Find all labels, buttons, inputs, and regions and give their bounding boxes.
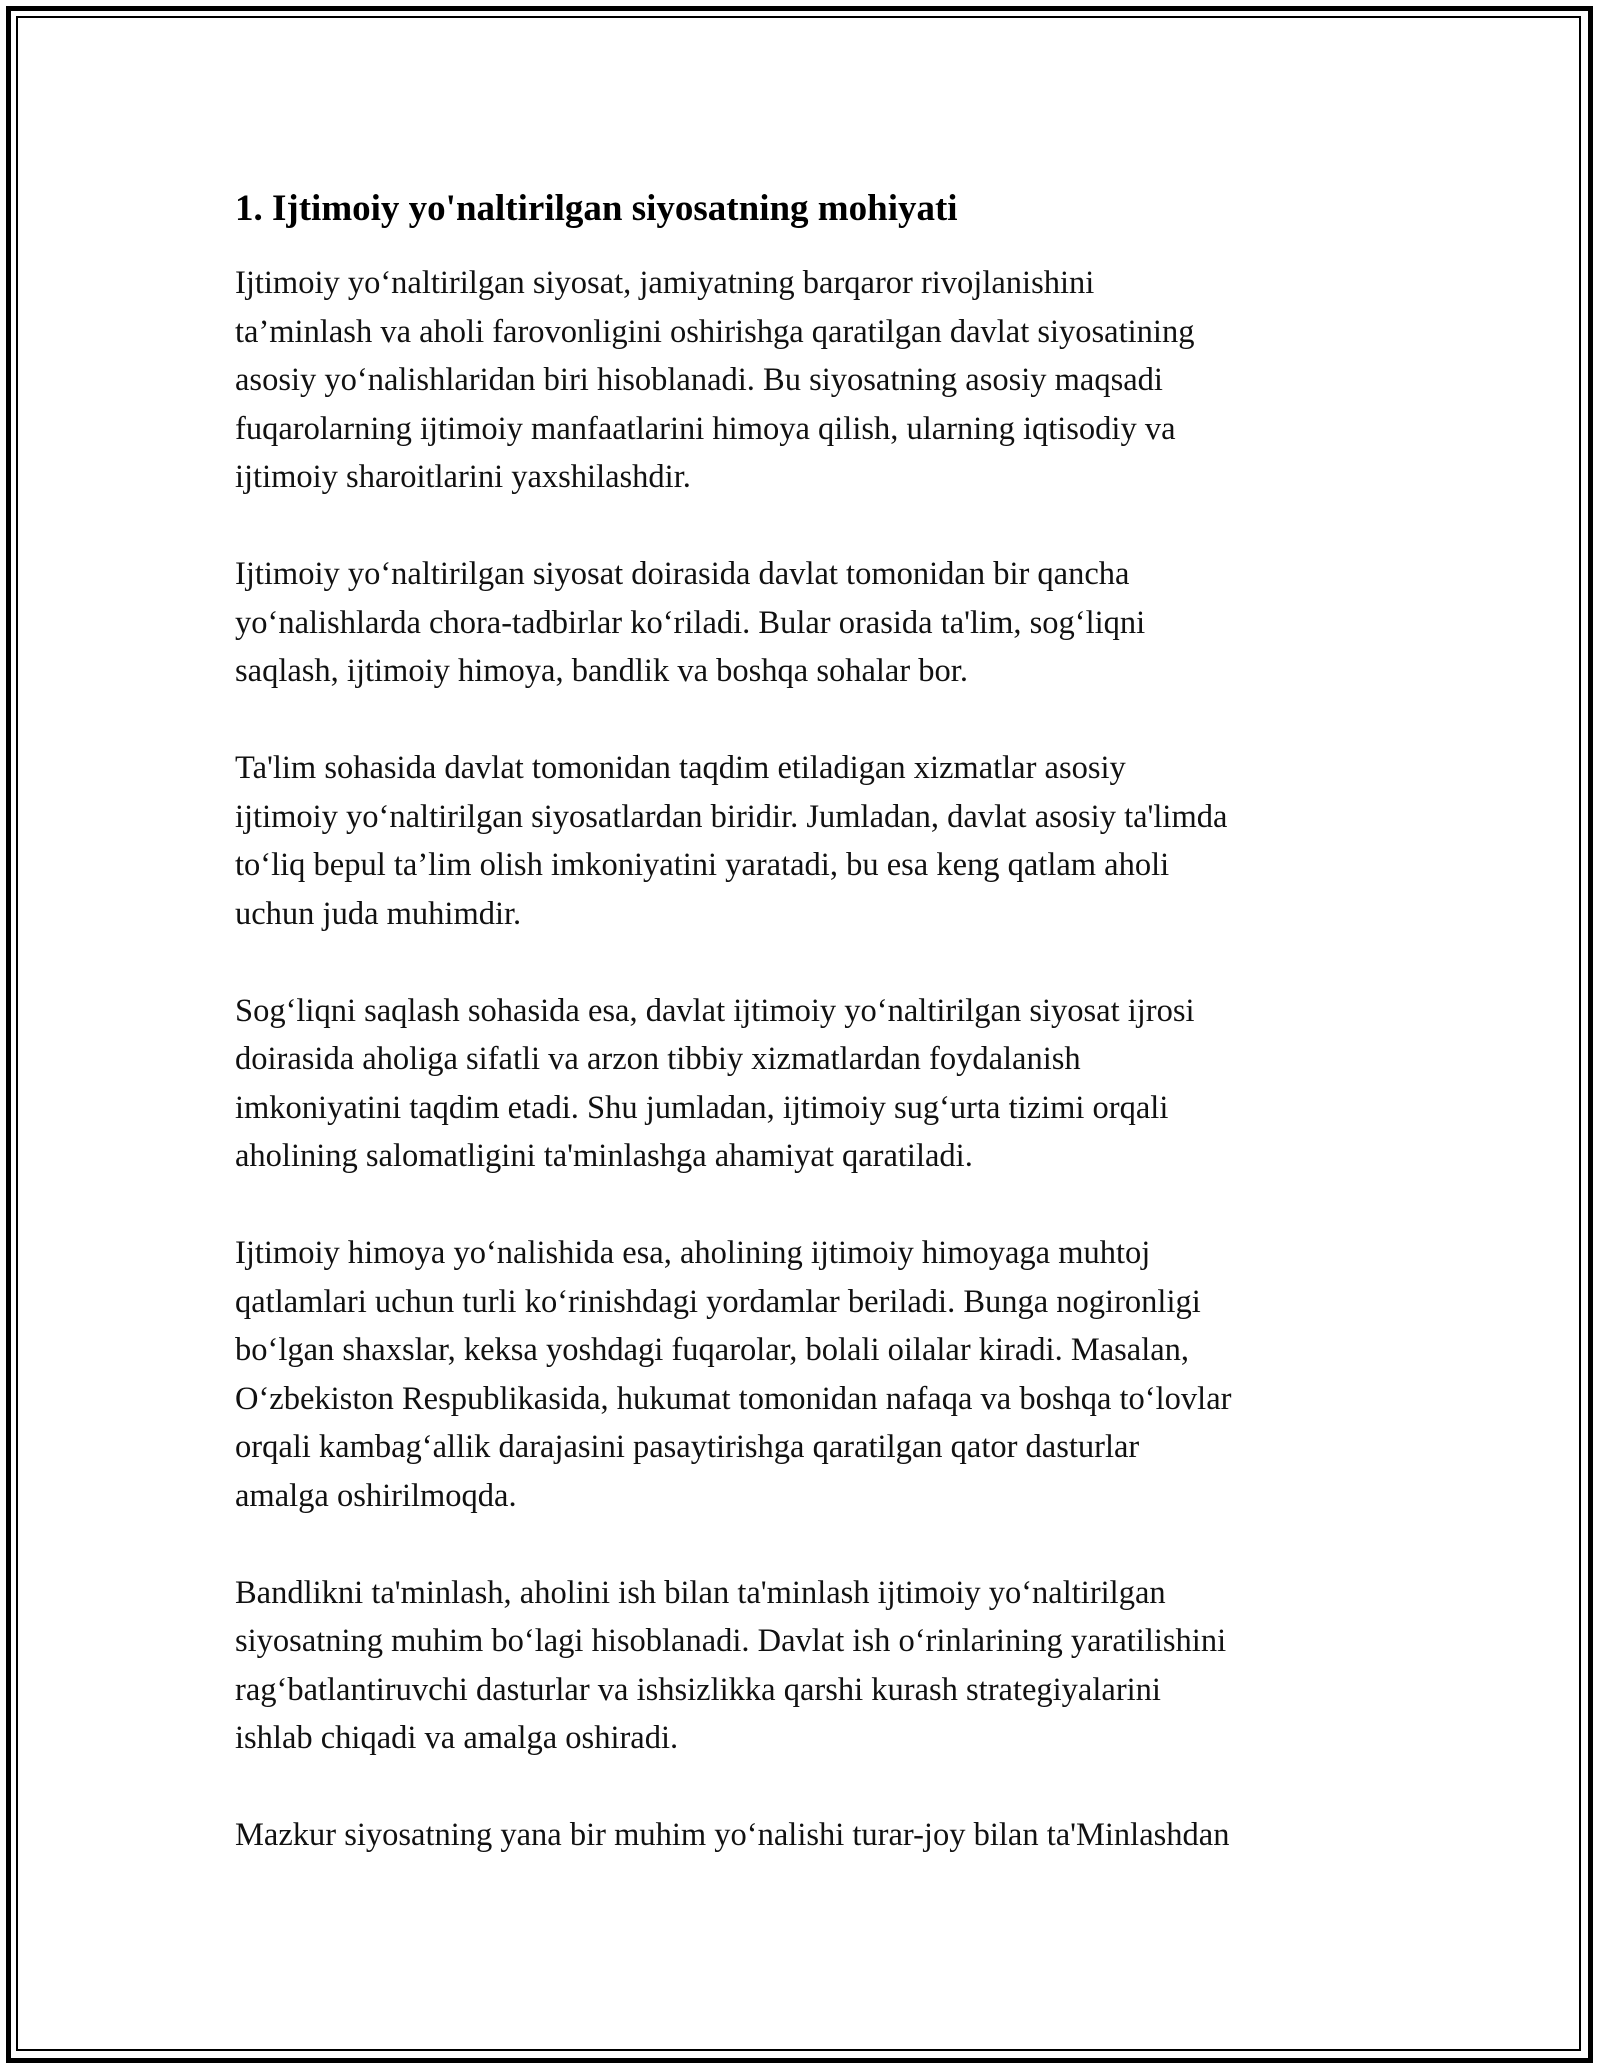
document-body: [235, 185, 1375, 1908]
paragraph-1: Ijtimoiy yo‘naltirilgan siyosat, jamiyatning barqaror rivojlanishini ta’minlash va aholi farovonligini oshirishga qaratilgan davlat siyosatining asosiy yo‘nalishlaridan biri hisoblanadi. Bu siyosatning asosiy maqsadi fuqarolarning ijtimoiy manfaatlarini himoya qilish, ularning iqtisodiy va ijtimoiy sharoitlarini yaxshilashdir.: [235, 265, 1195, 495]
paragraph-3: Ta'lim sohasida davlat tomonidan taqdim etiladigan xizmatlar asosiy ijtimoiy yo‘naltirilgan siyosatlardan biridir. Jumladan, davlat asosiy ta'limda to‘liq bepul ta’lim olish imkoniyatini yaratadi, bu esa keng qatlam aholi uchun juda muhimdir.: [235, 750, 1228, 932]
paragraph-5: Ijtimoiy himoya yo‘nalishida esa, aholining ijtimoiy himoyaga muhtoj qatlamlari uchun turli ko‘rinishdagi yordamlar beriladi. Bunga nogironligi bo‘lgan shaxslar, keksa yoshdagi fuqarolar, bolali oilalar kiradi. Masalan, O‘zbekiston Respublikasida, hukumat tomonidan nafaqa va boshqa to‘lovlar orqali kambag‘allik darajasini pasaytirishga qaratilgan qator dasturlar amalga oshirilmoqda.: [235, 1235, 1232, 1514]
paragraph-4: Sog‘liqni saqlash sohasida esa, davlat ijtimoiy yo‘naltirilgan siyosat ijrosi doirasida aholiga sifatli va arzon tibbiy xizmatlardan foydalanish imkoniyatini taqdim etadi. Shu jumladan, ijtimoiy sug‘urta tizimi orqali aholining salomatligini ta'minlashga ahamiyat qaratiladi.: [235, 992, 1195, 1174]
paragraph-2: Ijtimoiy yo‘naltirilgan siyosat doirasida davlat tomonidan bir qancha yo‘nalishlarda chora-tadbirlar ko‘riladi. Bular orasida ta'lim, sog‘liqni saqlash, ijtimoiy himoya, bandlik va boshqa sohalar bor.: [235, 556, 1146, 689]
section-heading: 1. Ijtimoiy yo'naltirilgan siyosatning mohiyati: [235, 188, 958, 229]
paragraph-7: Mazkur siyosatning yana bir muhim yo‘nalishi turar-joy bilan ta'Minlashdan: [235, 1817, 1230, 1853]
paragraph-6: Bandlikni ta'minlash, aholini ish bilan ta'minlash ijtimoiy yo‘naltirilgan siyosatning muhim bo‘lagi hisoblanadi. Davlat ish o‘rinlarining yaratilishini rag‘batlantiruvchi dasturlar va ishsizlikka qarshi kurash strategiyalarini ishlab chiqadi va amalga oshiradi.: [235, 1574, 1227, 1756]
